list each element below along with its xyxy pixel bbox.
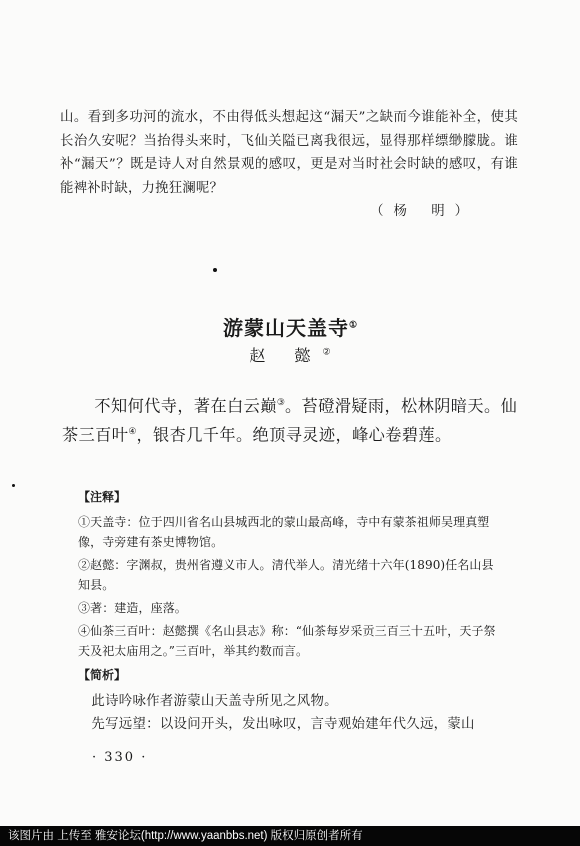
notes-list: [78, 512, 498, 664]
watermark-footer: 该图片由 上传至 雅安论坛(http://www.yaanbbs.net) 版权归原创者所有: [0, 826, 580, 846]
notes-heading: 【注释】: [78, 490, 127, 504]
footnote-mark: ①: [348, 320, 358, 331]
note-item: ①天盖寺：位于四川省名山县城西北的蒙山最高峰，寺中有蒙茶祖师吴理真塑像，寺旁建有茶史博物馆。: [78, 515, 490, 549]
commentary-credit: （杨 明）: [370, 204, 478, 219]
analysis-paragraph: 此诗吟咏作者游蒙山天盖寺所见之风物。: [91, 694, 338, 709]
footnote-mark: ②: [322, 347, 331, 358]
commentary-text: 山。看到多功河的流水，不由得低头想起这“漏天”之缺而今谁能补全，使其长治久安呢？当抬得头来时，飞仙关隘已离我很远，显得那样缥缈朦胧。谁补“漏天”？既是诗人对自然景观的感叹，更是对当时社会时缺的感叹，有谁能裨补时缺，力挽狂澜呢？: [60, 110, 518, 196]
footnote-mark: ③: [276, 398, 285, 408]
ink-speck: [12, 484, 15, 487]
poem-body: 不知何代寺，著在白云巅③。苔磴滑疑雨，松林阴暗天。仙茶三百叶④，银杏几千年。绝顶寻灵迹，峰心卷碧莲。: [62, 396, 518, 445]
note-item: ④仙茶三百叶：赵懿撰《名山县志》称：“仙茶每岁采贡三百三十五叶，天子祭天及祀太庙用之。”三百叶，举其约数而言。: [78, 624, 496, 658]
analysis-body: [78, 690, 498, 736]
analysis-heading: 【简析】: [78, 668, 127, 682]
previous-commentary: [60, 106, 518, 224]
ink-speck: [213, 268, 217, 272]
page-number: · 330 ·: [92, 750, 148, 765]
analysis-paragraph: 先写远望：以设问开头，发出咏叹，言寺观始建年代久远，蒙山: [91, 717, 475, 732]
footnote-mark: ④: [128, 427, 137, 438]
poem-title: 游蒙山天盖寺①: [222, 316, 358, 340]
note-item: ②赵懿：字渊叔，贵州省遵义市人。清代举人。清光绪十六年(1890)任名山县知县。: [78, 558, 494, 592]
note-item: ③著：建造，座落。: [78, 601, 187, 615]
poem-author: 赵 懿②: [249, 346, 331, 365]
